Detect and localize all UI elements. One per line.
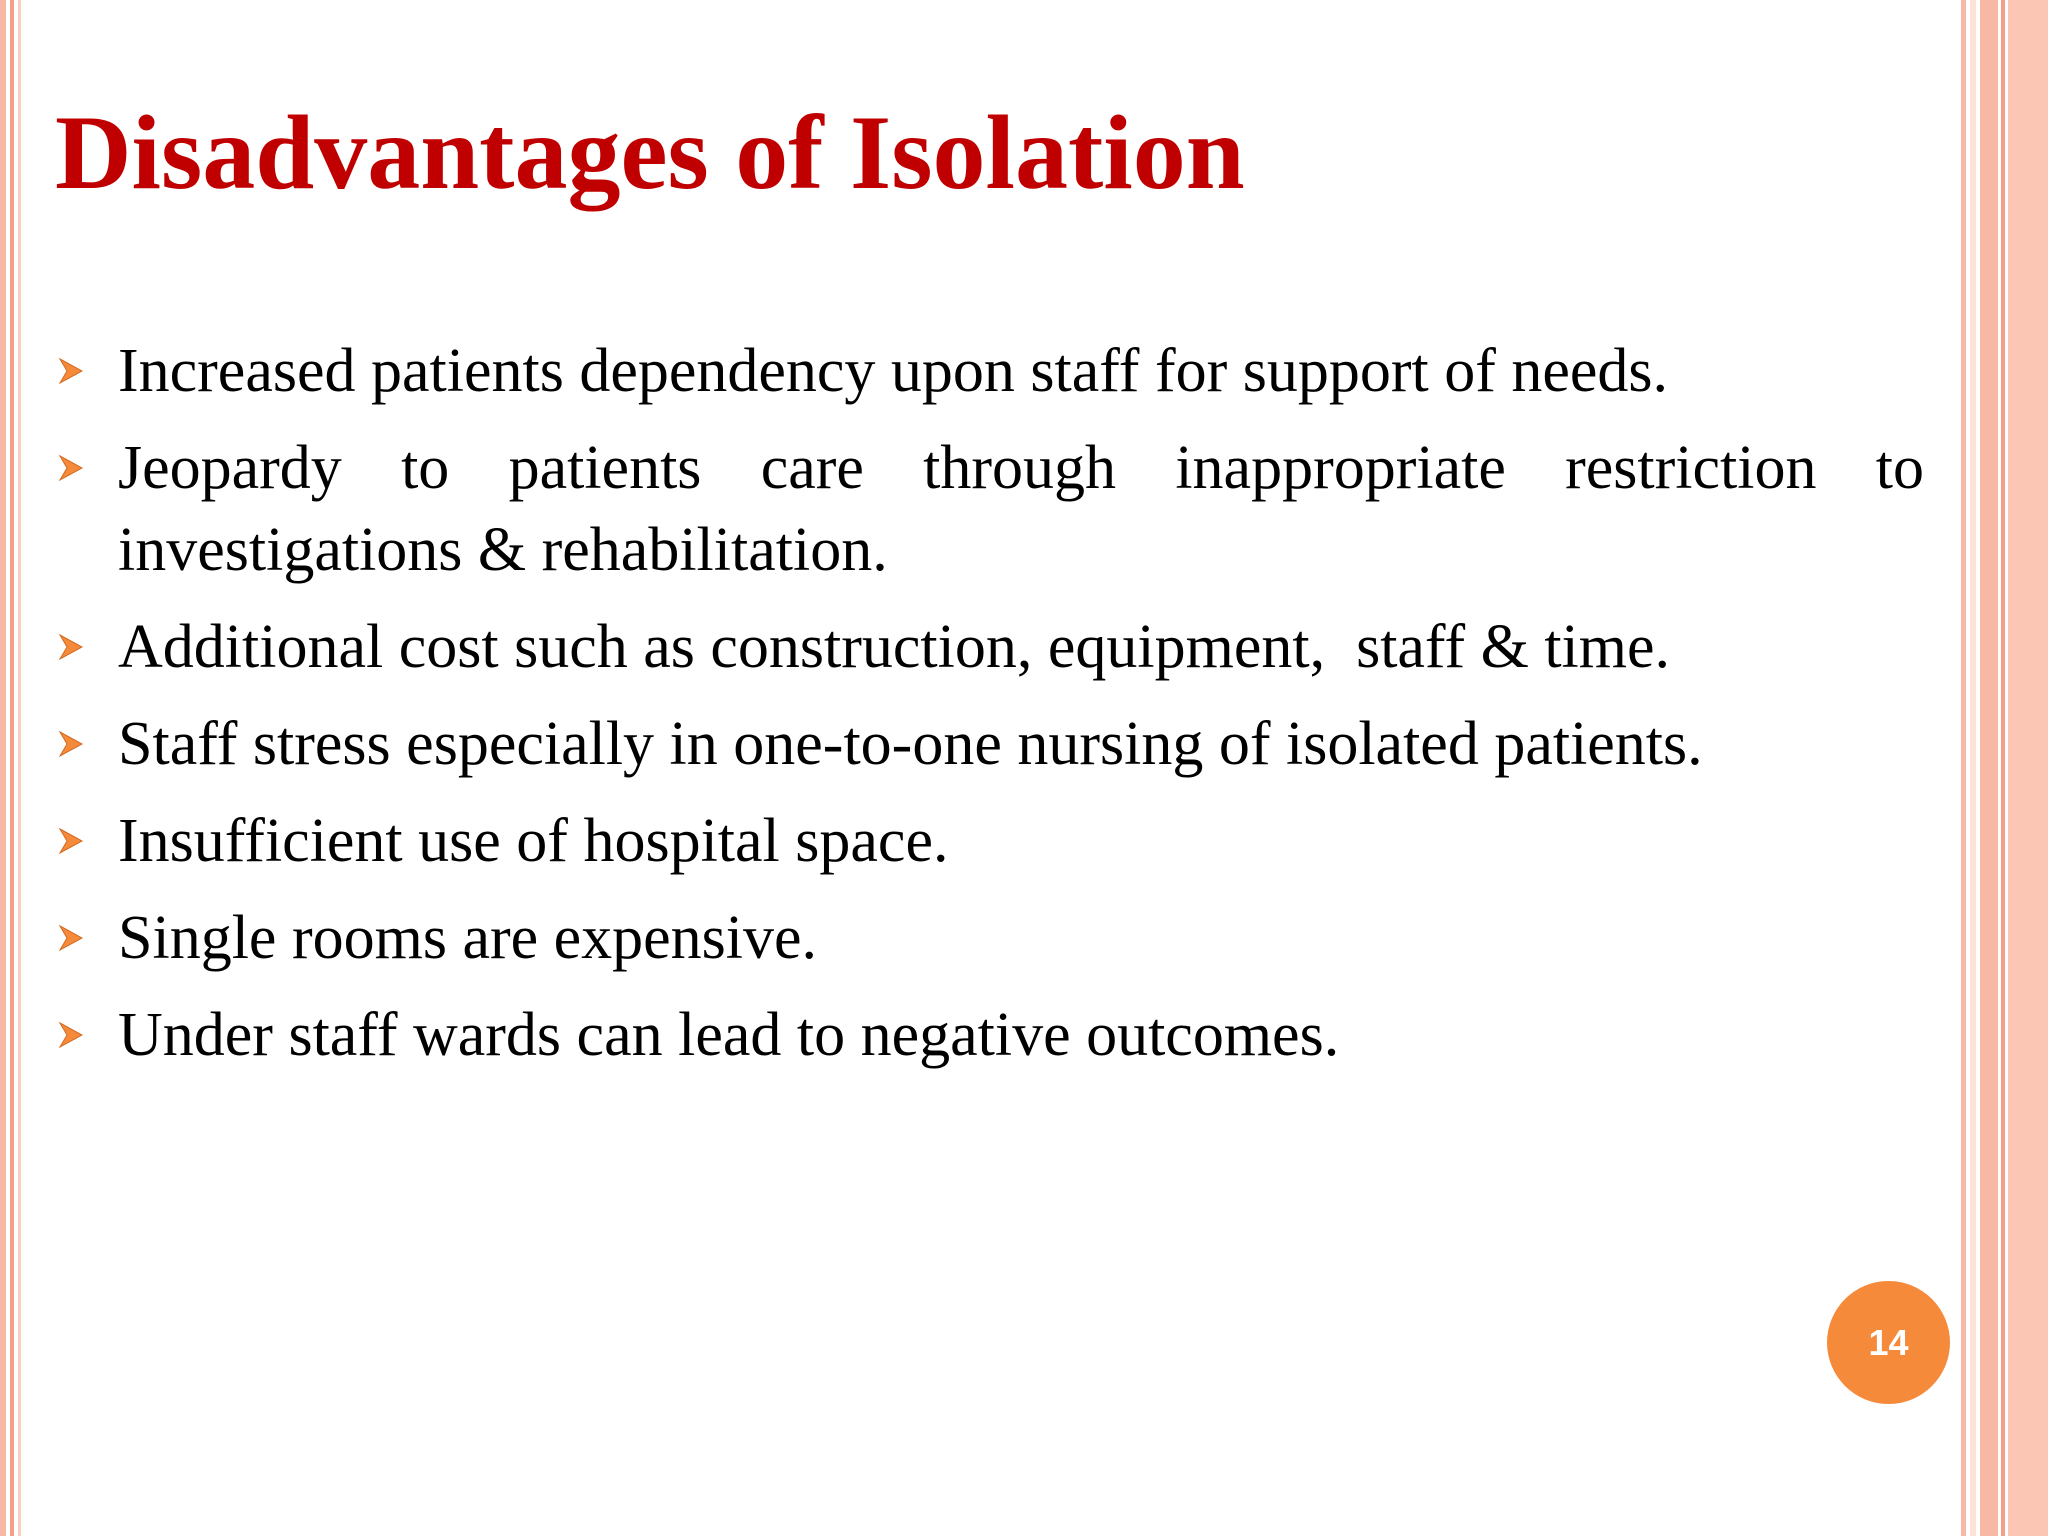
right-border-stripe bbox=[1980, 0, 1998, 1536]
bullet-text: Insufficient use of hospital space. bbox=[118, 807, 949, 875]
arrow-bullet-icon bbox=[58, 897, 118, 979]
left-border-stripe bbox=[10, 0, 14, 1536]
slide-title: Disadvantages of Isolation bbox=[55, 94, 1245, 211]
bullet-text: Single rooms are expensive. bbox=[118, 904, 818, 972]
bullet-text: Increased patients dependency upon staff for support of needs. bbox=[118, 337, 1669, 405]
bullet-text: Additional cost such as construction, equipment, staff & time. bbox=[118, 613, 1671, 681]
arrow-bullet-icon bbox=[58, 330, 118, 412]
bullet-item bbox=[58, 800, 1924, 882]
bullet-item bbox=[58, 703, 1924, 785]
right-border-stripe bbox=[1970, 0, 1976, 1536]
bullet-text: Under staff wards can lead to negative outcomes. bbox=[118, 1001, 1340, 1069]
bullet-item bbox=[58, 897, 1924, 979]
arrow-bullet-icon bbox=[58, 800, 118, 882]
bullet-list bbox=[58, 330, 1924, 1091]
bullet-item bbox=[58, 994, 1924, 1076]
right-border-stripe bbox=[2008, 0, 2048, 1536]
bullet-text: Staff stress especially in one-to-one nursing of isolated patients. bbox=[118, 710, 1703, 778]
bullet-item bbox=[58, 606, 1924, 688]
right-border-stripe bbox=[1961, 0, 1966, 1536]
arrow-bullet-icon bbox=[58, 427, 118, 509]
page-number-badge: 14 bbox=[1827, 1281, 1950, 1404]
left-border-stripe bbox=[0, 0, 6, 1536]
arrow-bullet-icon bbox=[58, 703, 118, 785]
left-border-stripe bbox=[18, 0, 21, 1536]
right-border-stripe bbox=[2001, 0, 2005, 1536]
bullet-text: Jeopardy to patients care through inappropriate restriction to investigations & rehabilitation. bbox=[118, 434, 1924, 584]
arrow-bullet-icon bbox=[58, 994, 118, 1076]
arrow-bullet-icon bbox=[58, 606, 118, 688]
bullet-item bbox=[58, 427, 1924, 591]
bullet-item bbox=[58, 330, 1924, 412]
